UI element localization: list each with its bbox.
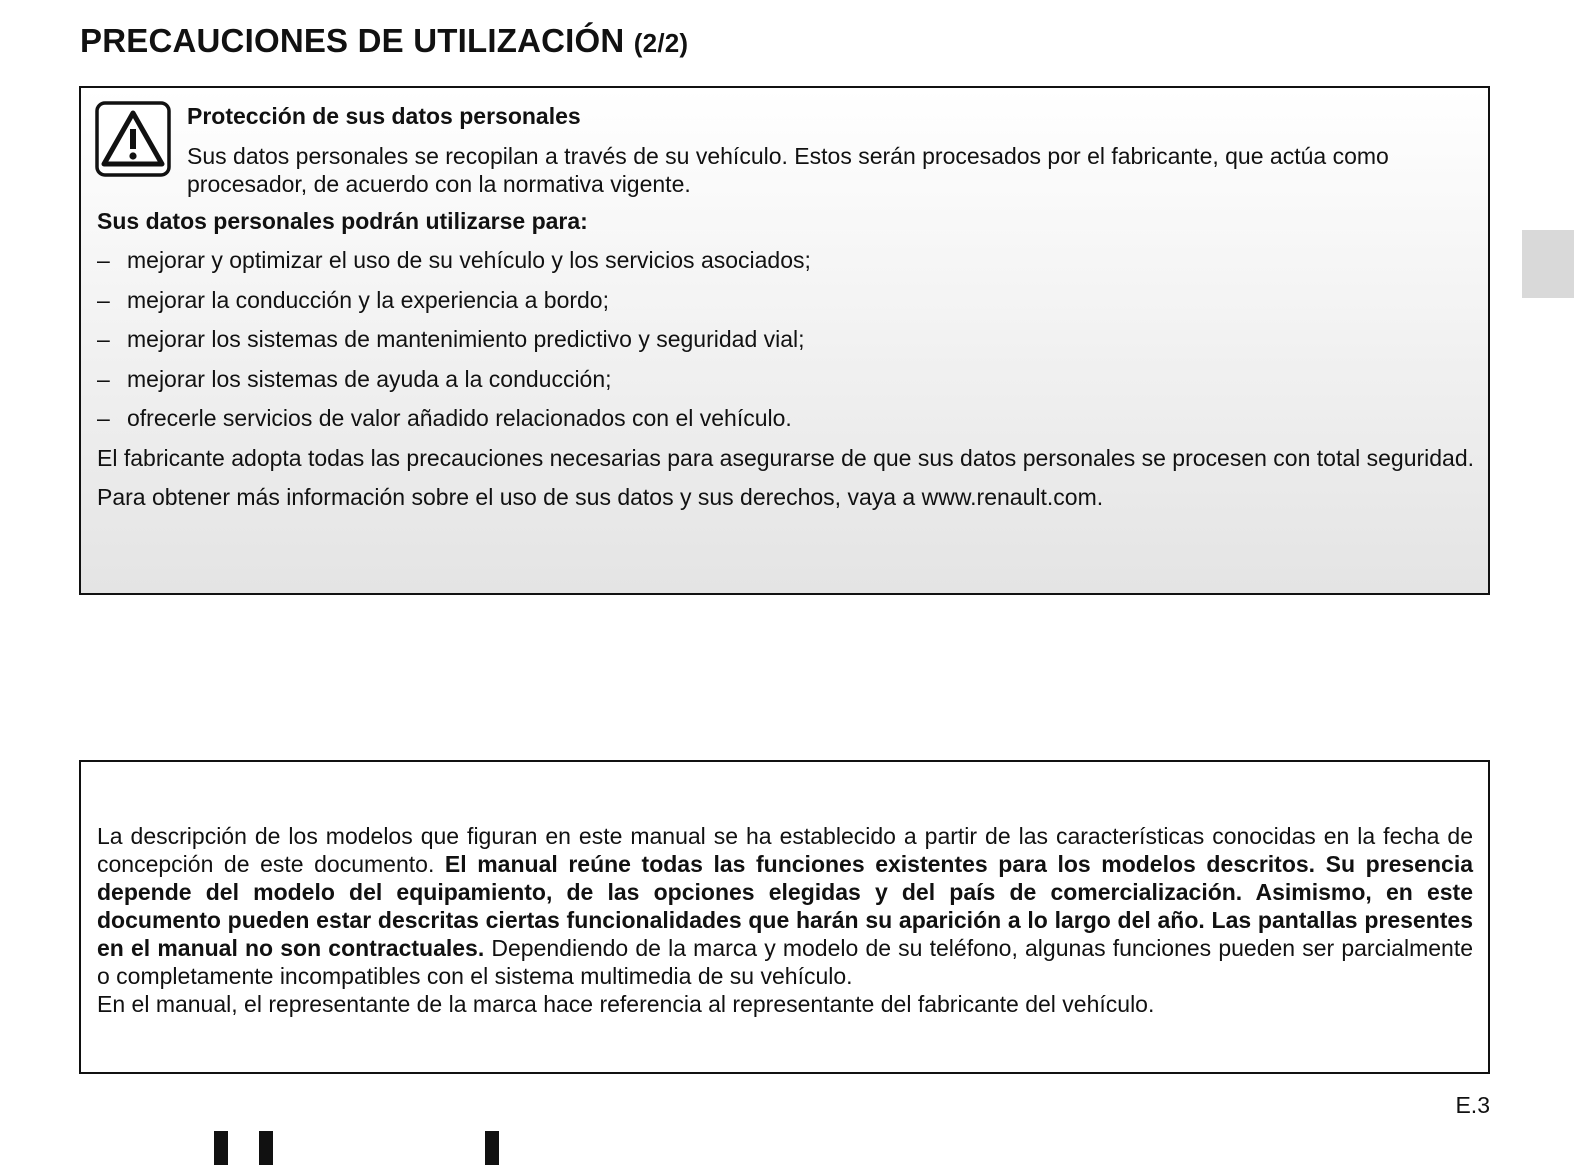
dash-bullet: – [97,286,110,313]
list-item-text: mejorar y optimizar el uso de su vehículo y los servicios asociados; [127,247,811,273]
dash-bullet: – [97,405,110,431]
manual-disclaimer-box [79,760,1490,1074]
usage-list-title: Sus datos personales podrán utilizarse para: [97,208,588,234]
warning-body [97,207,1477,522]
list-item-text: mejorar los sistemas de ayuda a la conducción; [127,365,612,392]
page-title-text: PRECAUCIONES DE UTILIZACIÓN [80,22,625,59]
list-item [97,365,1477,393]
disclaimer-part-1: La descripción de los modelos que figuran en este manual se ha establecido a partir de las características conocidas en la fecha de concepción de este documento. [97,823,1473,877]
security-paragraph: El fabricante adopta todas las precauciones necesarias para asegurarse de que sus datos personales se procesen con total seguridad. [97,444,1475,471]
usage-list [97,246,1477,432]
list-item-text: ofrecerle servicios de valor añadido relacionados con el vehículo. [127,405,792,431]
warning-heading: Protección de sus datos personales [187,103,581,129]
more-info-paragraph: Para obtener más información sobre el uso de sus datos y sus derechos, vaya a www.renault.com. [97,483,1104,510]
warning-intro: Sus datos personales se recopilan a través de su vehículo. Estos serán procesados por el fabricante, que actúa como procesador, de acuerdo con la normativa vigente. [187,143,1389,197]
page-title-part: (2/2) [633,28,689,58]
dash-bullet: – [97,247,110,273]
list-item [97,404,1477,432]
section-tab-marker [1522,230,1574,298]
page-number: E.3 [1455,1092,1490,1118]
crop-mark [485,1131,499,1165]
dash-bullet: – [97,326,110,352]
disclaimer-text [97,822,1473,1018]
disclaimer-paragraph [97,822,1473,990]
list-item [97,325,1477,353]
disclaimer-part-3: Dependiendo de la marca y modelo de su teléfono, algunas funciones pueden ser parcialmente o completamente incompatibles con el sistema multimedia de su vehículo. [97,935,1474,989]
disclaimer-bold-part: El manual reúne todas las funciones existentes para los modelos descritos. Su presencia depende del modelo del equipamiento, de las opciones elegidas y del país de comercialización. Asimismo, en este documento pueden estar descritas ciertas funcionalidades que harán su aparición a lo largo del año. Las pantallas presentes en el manual no son contractuales. [97,851,1473,961]
list-item [97,246,1477,274]
list-item [97,286,1477,314]
warning-triangle-icon [95,101,171,177]
list-item-text: mejorar la conducción y la experiencia a bordo; [127,286,609,313]
crop-mark [214,1131,228,1165]
crop-mark [259,1131,273,1165]
representative-note: En el manual, el representante de la marca hace referencia al representante del fabricante del vehículo. [97,991,1155,1017]
dash-bullet: – [97,365,110,392]
data-protection-warning-box [79,86,1490,595]
page-title [80,22,688,60]
warning-header [187,102,1477,198]
list-item-text: mejorar los sistemas de mantenimiento predictivo y seguridad vial; [127,326,805,352]
